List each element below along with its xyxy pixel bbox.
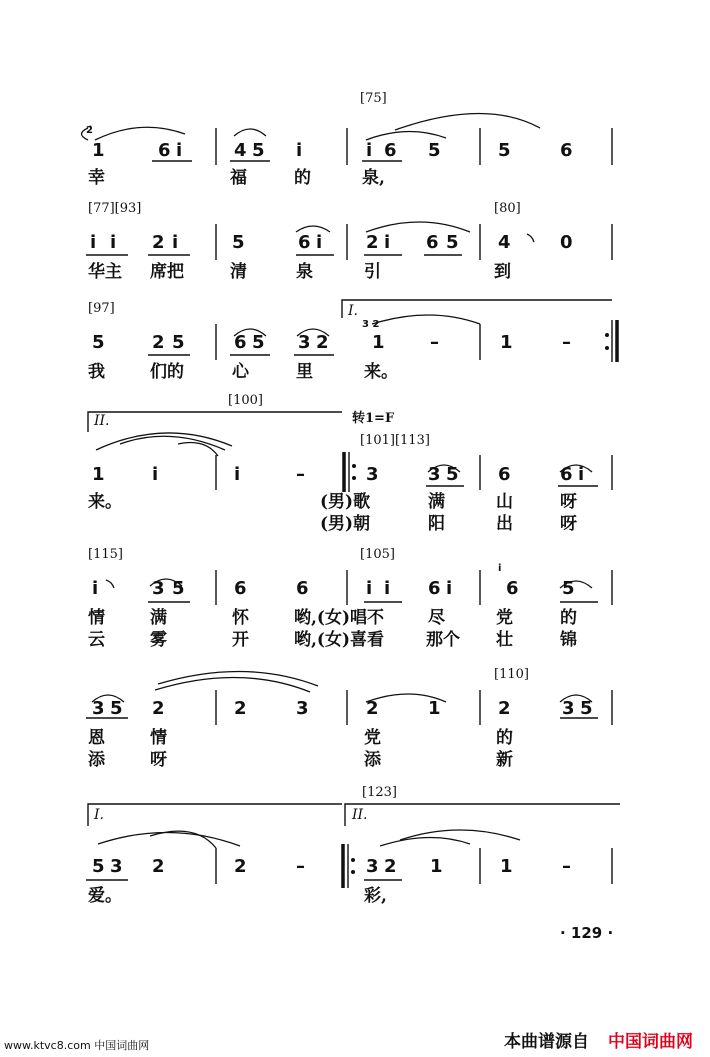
lyric: 呀 <box>150 750 167 770</box>
note: 1 <box>428 698 441 719</box>
note: 1 <box>500 856 513 877</box>
note: 6 <box>560 140 573 161</box>
note: i <box>110 232 117 253</box>
lyric: 添 <box>88 750 105 770</box>
lyric: 引 <box>364 262 381 282</box>
lyric: 福 <box>230 168 247 188</box>
note: 5 <box>252 332 265 353</box>
lyric: 雾 <box>150 630 167 650</box>
note: 3 <box>298 332 311 353</box>
note: i <box>366 578 373 599</box>
note: – <box>430 332 439 353</box>
note: i <box>296 140 303 161</box>
note: 5 <box>580 698 593 719</box>
note: 3 <box>110 856 123 877</box>
note: 2 <box>366 698 379 719</box>
lyric: (男)歌 <box>320 492 371 512</box>
note: 2 <box>234 698 247 719</box>
lyric: 新 <box>496 750 513 770</box>
rehearsal-mark-80: [80] <box>494 201 521 216</box>
lyric: 心 <box>232 362 249 382</box>
lyric: 情 <box>150 728 167 748</box>
note: 5 <box>110 698 123 719</box>
lyric: 华主 <box>88 262 122 282</box>
rehearsal-mark-77-93: [77][93] <box>88 201 142 216</box>
note: i <box>578 464 585 485</box>
footer-brand-left: 本曲谱源自 <box>504 1032 589 1052</box>
note: 6 <box>426 232 439 253</box>
volta-first-label: I. <box>348 303 358 319</box>
note: 3 <box>562 698 575 719</box>
note: 5 <box>446 232 459 253</box>
lyric: 添 <box>364 750 381 770</box>
page-number: · 129 · <box>560 924 614 942</box>
lyric: 幸 <box>88 168 105 188</box>
note: – <box>562 332 571 353</box>
grace-note: 3 2 <box>362 319 380 330</box>
note: 5 <box>92 332 105 353</box>
note: i <box>384 232 391 253</box>
lyric: 满 <box>150 608 167 628</box>
note: 1 <box>92 464 105 485</box>
note: 6 <box>384 140 397 161</box>
note: 0 <box>560 232 573 253</box>
lyric: 那个 <box>426 630 460 650</box>
lyric: 开 <box>232 630 249 650</box>
note: 1 <box>500 332 513 353</box>
note: 6 <box>296 578 309 599</box>
rehearsal-mark-105: [105] <box>360 547 395 562</box>
lyric: 山 <box>496 492 513 512</box>
note: 5 <box>498 140 511 161</box>
lyric: 满 <box>428 492 445 512</box>
note: – <box>562 856 571 877</box>
note: i <box>176 140 183 161</box>
rehearsal-mark-123: [123] <box>362 785 397 800</box>
lyric: 我 <box>88 362 105 382</box>
breath-marks <box>106 234 534 588</box>
note: 6 <box>560 464 573 485</box>
note: 2 <box>234 856 247 877</box>
lyric: 爱。 <box>88 886 122 906</box>
note: i <box>384 578 391 599</box>
lyric: 彩, <box>364 886 387 906</box>
lyric: 的 <box>294 168 311 188</box>
lyric: 锦 <box>560 630 577 650</box>
lyric: 泉, <box>362 168 385 188</box>
lyric: 的 <box>560 608 577 628</box>
note: 1 <box>92 140 105 161</box>
note: 5 <box>232 232 245 253</box>
note: 5 <box>446 464 459 485</box>
rehearsal-mark-101-113: [101][113] <box>360 433 430 448</box>
lyric: 党 <box>496 608 513 628</box>
lyric: 呀 <box>560 492 577 512</box>
lyric: 哟,(女)唱不 <box>294 608 385 628</box>
note: 2 <box>152 856 165 877</box>
rehearsal-mark-97: [97] <box>88 301 115 316</box>
note: 3 <box>152 578 165 599</box>
footer-brand-right[interactable]: 中国词曲网 <box>608 1032 693 1052</box>
note: i <box>316 232 323 253</box>
note: 5 <box>252 140 265 161</box>
note: 5 <box>172 332 185 353</box>
note: 6 <box>234 578 247 599</box>
note: 1 <box>372 332 385 353</box>
lyric: (男)朝 <box>320 514 371 534</box>
note: 2 <box>152 698 165 719</box>
lyric: 怀 <box>232 608 249 628</box>
lyric: 党 <box>364 728 381 748</box>
lyric: 们的 <box>150 362 184 382</box>
lyric: 出 <box>496 514 513 534</box>
lyric: 呀 <box>560 514 577 534</box>
rehearsal-mark-115: [115] <box>88 547 123 562</box>
lyric: 清 <box>230 262 247 282</box>
lyric: 席把 <box>150 262 184 282</box>
note: 2 <box>152 232 165 253</box>
note: 3 <box>92 698 105 719</box>
lyric: 来。 <box>364 362 398 382</box>
lyric: 泉 <box>296 262 313 282</box>
lyric: 来。 <box>88 492 122 512</box>
lyric: 到 <box>494 262 511 282</box>
note: 2 <box>366 232 379 253</box>
note: 6 <box>158 140 171 161</box>
lyric: 阳 <box>428 514 445 534</box>
note: – <box>296 856 305 877</box>
key-change: 转1=F <box>352 411 395 426</box>
note: 2 <box>316 332 329 353</box>
note: 4 <box>498 232 511 253</box>
note: 5 <box>562 578 575 599</box>
volta-second-label: II. <box>94 413 110 429</box>
lyric: 尽 <box>428 608 445 628</box>
note: 3 <box>366 464 379 485</box>
note: i <box>366 140 373 161</box>
lyric: 的 <box>496 728 513 748</box>
note: 6 <box>506 578 519 599</box>
grace-note: i <box>498 563 502 574</box>
note: – <box>296 464 305 485</box>
rehearsal-mark-100: [100] <box>228 393 263 408</box>
lyric: 云 <box>88 630 105 650</box>
note: 5 <box>172 578 185 599</box>
lyric: 恩 <box>88 728 105 748</box>
note: i <box>234 464 241 485</box>
volta-first-label-2: I. <box>94 807 104 823</box>
note: 2 <box>384 856 397 877</box>
lyric: 里 <box>296 362 313 382</box>
volta-second-label-2: II. <box>352 807 368 823</box>
note: i <box>90 232 97 253</box>
note: 3 <box>366 856 379 877</box>
note: 5 <box>428 140 441 161</box>
note: 6 <box>498 464 511 485</box>
lyric: 哟,(女)喜看 <box>294 630 385 650</box>
grace-note: 2̇ <box>86 125 93 136</box>
lyric: 壮 <box>496 630 513 650</box>
lyric: 情 <box>88 608 105 628</box>
rehearsal-mark-110: [110] <box>494 667 529 682</box>
note: 2 <box>498 698 511 719</box>
note: 6 <box>428 578 441 599</box>
note: 2 <box>152 332 165 353</box>
note: 5 <box>92 856 105 877</box>
note: i <box>152 464 159 485</box>
note: 3 <box>428 464 441 485</box>
note: i <box>446 578 453 599</box>
note: 1 <box>430 856 443 877</box>
note: 3 <box>296 698 309 719</box>
note: 4 <box>234 140 247 161</box>
footer-site[interactable]: www.ktvc8.com 中国词曲网 <box>4 1039 150 1052</box>
rehearsal-mark-75: [75] <box>360 91 387 106</box>
note: 6 <box>234 332 247 353</box>
note: 6 <box>298 232 311 253</box>
note: i <box>92 578 99 599</box>
bar-lines <box>216 128 617 888</box>
note: i <box>172 232 179 253</box>
